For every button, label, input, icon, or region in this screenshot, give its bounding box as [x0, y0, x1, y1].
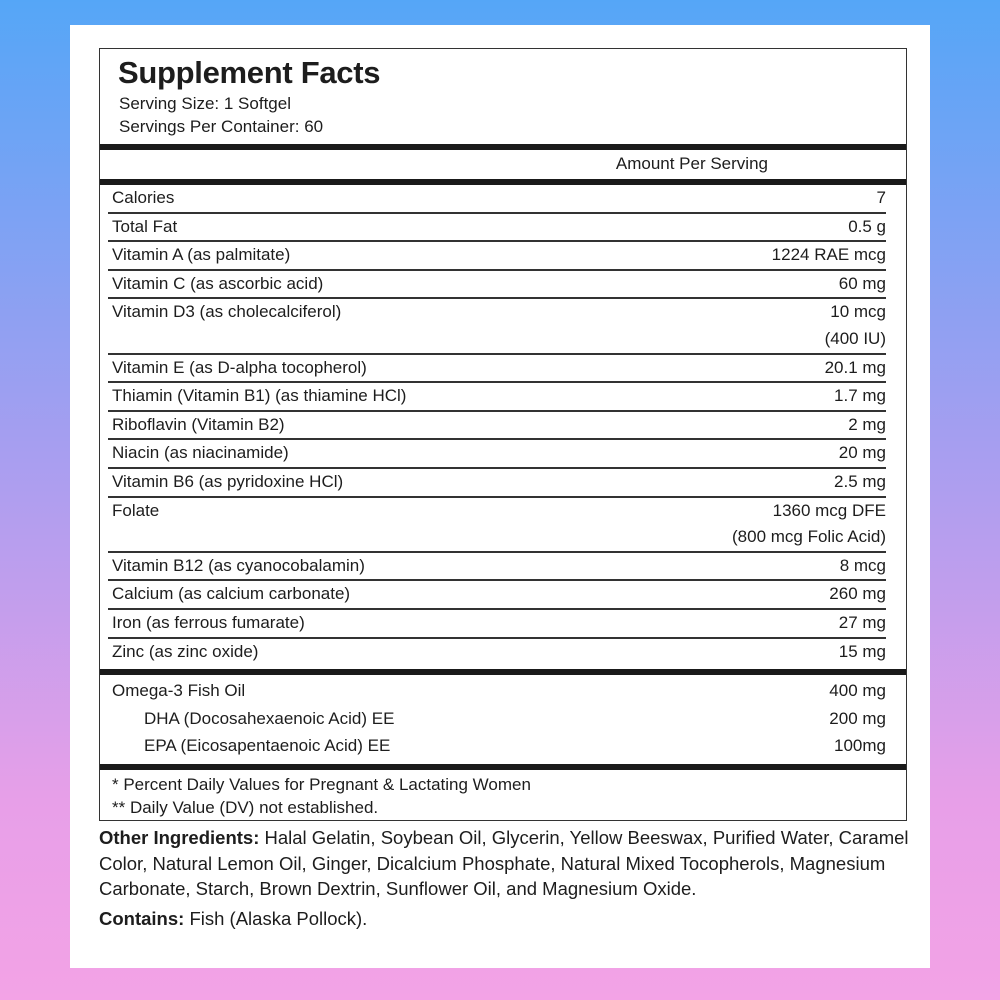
nutrient-row [108, 299, 886, 354]
nutrient-name: Total Fat [112, 216, 178, 236]
servings-per-container: Servings Per Container: 60 [119, 117, 324, 136]
nutrient-amount [646, 383, 886, 410]
nutrient-row [108, 355, 886, 384]
nutrient-row [108, 469, 886, 498]
nutrient-name: Folate [112, 500, 160, 520]
omega-amount: 100mg [834, 736, 886, 755]
nutrient-amount [646, 271, 886, 298]
omega-row [112, 732, 886, 760]
amount-value: 10 mcg [830, 302, 886, 322]
nutrient-name: Calcium (as calcium carbonate) [112, 584, 351, 604]
amount-value: 8 mcg [839, 555, 886, 575]
omega-name: DHA (Docosahexaenoic Acid) EE [144, 708, 395, 728]
nutrient-amount [646, 355, 886, 382]
footnotes [112, 773, 531, 819]
amount-value: 7 [876, 188, 886, 207]
nutrient-row [108, 581, 886, 610]
amount-note: (400 IU) [824, 328, 886, 348]
nutrient-amount [646, 412, 886, 439]
amount-value: 1.7 mg [834, 386, 886, 406]
amount-value: 260 mg [829, 584, 886, 604]
nutrient-amount [646, 469, 886, 496]
omega-row [112, 677, 886, 705]
nutrient-amount [646, 214, 886, 241]
nutrient-row [108, 214, 886, 243]
omega-amount: 400 mg [829, 681, 886, 700]
nutrient-name: Vitamin B6 (as pyridoxine HCl) [112, 471, 344, 491]
amount-value: 2 mg [848, 414, 886, 434]
nutrient-name: Calories [112, 188, 175, 207]
amount-value: 20 mg [838, 443, 886, 463]
nutrient-amount [646, 440, 886, 467]
omega-table [112, 677, 886, 760]
amount-value: 1224 RAE mcg [771, 245, 886, 265]
nutrient-name: Vitamin B12 (as cyanocobalamin) [112, 555, 365, 575]
omega-row [112, 705, 886, 733]
omega-name: Omega-3 Fish Oil [112, 681, 246, 700]
omega-amount: 200 mg [829, 708, 886, 728]
other-ingredients-text: Halal Gelatin, Soybean Oil, Glycerin, Yellow Beeswax, Purified Water, Caramel Color, Natural Lemon Oil, Ginger, Dicalcium Phosphate, Natural Mixed Tocopherols, Magnesium Carbonate, Starch, Brown Dextrin, Sunflower Oil, and Magnesium Oxide. [99, 827, 909, 899]
footnote: * Percent Daily Values for Pregnant & Lactating Women [112, 775, 531, 794]
serving-size: Serving Size: 1 Softgel [119, 94, 291, 113]
amount-value: 60 mg [838, 273, 886, 293]
nutrient-name: Thiamin (Vitamin B1) (as thiamine HCl) [112, 386, 407, 406]
nutrient-name: Vitamin E (as D-alpha tocopherol) [112, 357, 367, 377]
nutrient-amount [646, 553, 886, 580]
nutrient-row [108, 440, 886, 469]
nutrient-amount [646, 610, 886, 637]
amount-value: 27 mg [838, 612, 886, 632]
nutrient-name: Iron (as ferrous fumarate) [112, 612, 305, 632]
nutrient-amount [646, 581, 886, 608]
divider [100, 144, 906, 150]
nutrient-amount [646, 498, 886, 551]
nutrient-row [108, 242, 886, 271]
nutrient-row [108, 498, 886, 553]
nutrient-row [108, 185, 886, 214]
contains-label: Contains: [99, 907, 185, 929]
nutrient-name: Riboflavin (Vitamin B2) [112, 414, 285, 434]
nutrient-name: Niacin (as niacinamide) [112, 443, 289, 463]
nutrient-name: Vitamin C (as ascorbic acid) [112, 273, 324, 293]
nutrient-row [108, 610, 886, 639]
contains-text: Fish (Alaska Pollock). [184, 907, 368, 929]
nutrient-name: Vitamin D3 (as cholecalciferol) [112, 302, 342, 322]
nutrient-row [108, 271, 886, 300]
nutrient-name: Vitamin A (as palmitate) [112, 245, 291, 265]
other-ingredients [99, 825, 909, 902]
allergen-statement [99, 906, 909, 932]
nutrient-name: Zinc (as zinc oxide) [112, 641, 259, 661]
amount-note: (800 mcg Folic Acid) [732, 527, 886, 547]
omega-name: EPA (Eicosapentaenoic Acid) EE [144, 736, 391, 755]
nutrient-row [108, 553, 886, 582]
amount-value: 20.1 mg [824, 357, 886, 377]
ingredients-section [99, 825, 909, 931]
divider [100, 669, 906, 675]
nutrient-amount [646, 299, 886, 352]
amount-header: Amount Per Serving [615, 154, 768, 173]
supplement-facts-panel [99, 48, 907, 821]
divider [100, 764, 906, 770]
nutrient-row [108, 383, 886, 412]
nutrient-amount [646, 185, 886, 212]
other-ingredients-label: Other Ingredients: [99, 827, 260, 848]
nutrient-amount [646, 639, 886, 666]
panel-title: Supplement Facts [118, 55, 381, 90]
amount-value: 2.5 mg [834, 471, 886, 491]
nutrient-amount [646, 242, 886, 269]
nutrient-row [108, 412, 886, 441]
footnote: ** Daily Value (DV) not established. [112, 798, 379, 817]
amount-value: 1360 mcg DFE [772, 500, 886, 520]
amount-value: 15 mg [838, 641, 886, 661]
nutrient-row [108, 639, 886, 666]
amount-value: 0.5 g [848, 216, 886, 236]
nutrient-table [108, 185, 886, 665]
product-card [70, 25, 930, 968]
